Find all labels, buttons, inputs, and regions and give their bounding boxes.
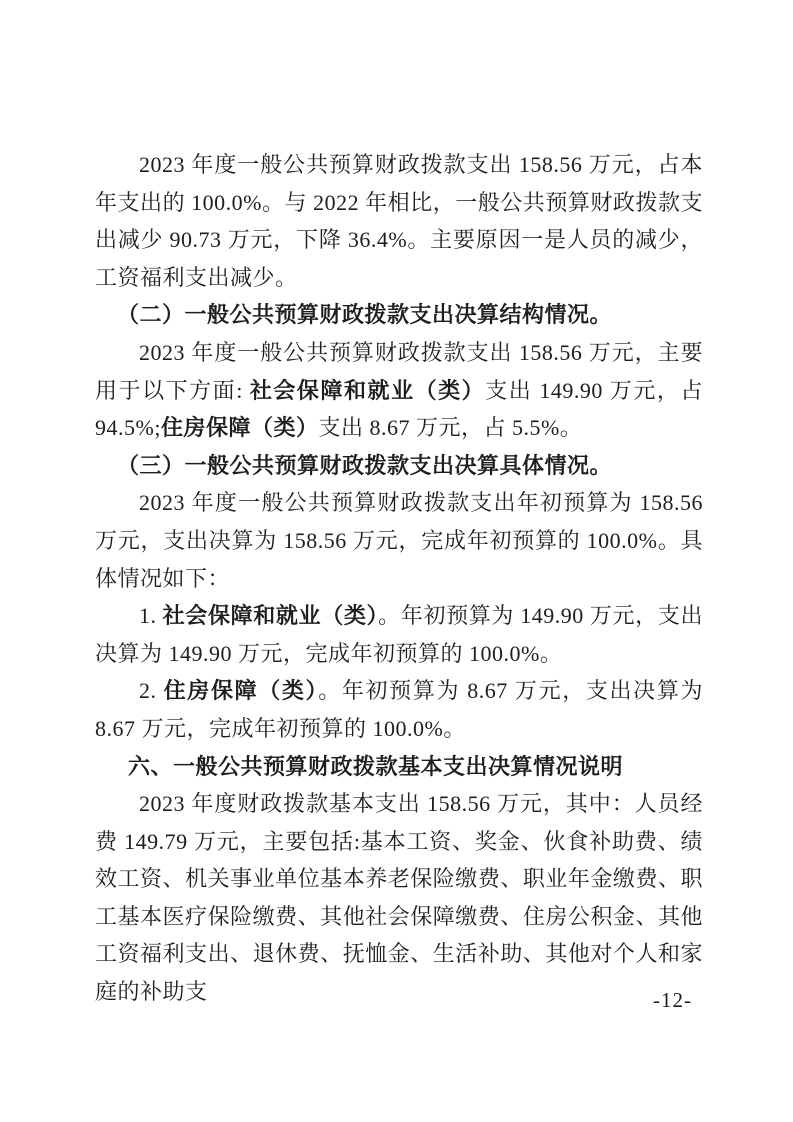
heading-section-2-structure: （二）一般公共预算财政拨款支出决算结构情况。 (117, 302, 613, 328)
heading-section-3-specifics: （三）一般公共预算财政拨款支出决算具体情况。 (117, 452, 613, 478)
item-number: 2. (139, 678, 164, 704)
text-run-housing-label: 住房保障（类） (160, 415, 319, 441)
text-run-social-security-label: 社会保障和就业（类） (249, 377, 486, 403)
text-run: 支出 149.90 万元，占 94.5%; (95, 377, 703, 441)
item-title-housing: 住房保障（类） (163, 678, 319, 704)
item-text: 。年初预算为 149.90 万元，支出决算为 149.90 万元，完成年初预算的 100.0%。 (95, 603, 703, 666)
page-number: -12- (653, 988, 692, 1012)
paragraph-specifics-intro: 2023 年度一般公共预算财政拨款支出年初预算为 158.56 万元，支出决算为 158.56 万元，完成年初预算的 100.0%。具体情况如下： (95, 490, 703, 591)
item-title-social-security: 社会保障和就业（类） (162, 603, 379, 629)
text-run: 2023 年度一般公共预算财政拨款支出 158.56 万元，主要用于以下方面: (95, 339, 703, 403)
page-content (95, 146, 703, 1011)
list-item-social-security (95, 597, 703, 672)
heading-section-6-basic-expenditure: 六、一般公共预算财政拨款基本支出决算情况说明 (128, 753, 624, 779)
item-text: 。年初预算为 8.67 万元，支出决算为 8.67 万元，完成年初预算的 100.0%。 (95, 678, 703, 741)
list-item-housing (95, 672, 703, 747)
paragraph-expenditure-overview: 2023 年度一般公共预算财政拨款支出 158.56 万元，占本年支出的 100.0%。与 2022 年相比，一般公共预算财政拨款支出减少 90.73 万元，下降 36.4%。主要原因一是人员的减少，工资福利支出减少。 (95, 152, 703, 290)
paragraph-basic-expenditure: 2023 年度财政拨款基本支出 158.56 万元，其中：人员经费 149.79 万元，主要包括:基本工资、奖金、伙食补助费、绩效工资、机关事业单位基本养老保险缴费、职业年金缴费、职工基本医疗保险缴费、其他社会保障缴费、住房公积金、其他工资福利支出、退休费、抚恤金、生活补助、其他对个人和家庭的补助支 (95, 791, 703, 1005)
paragraph-structure-detail (95, 334, 703, 447)
item-number: 1. (139, 603, 163, 629)
text-run: 支出 8.67 万元，占 5.5%。 (318, 415, 583, 441)
